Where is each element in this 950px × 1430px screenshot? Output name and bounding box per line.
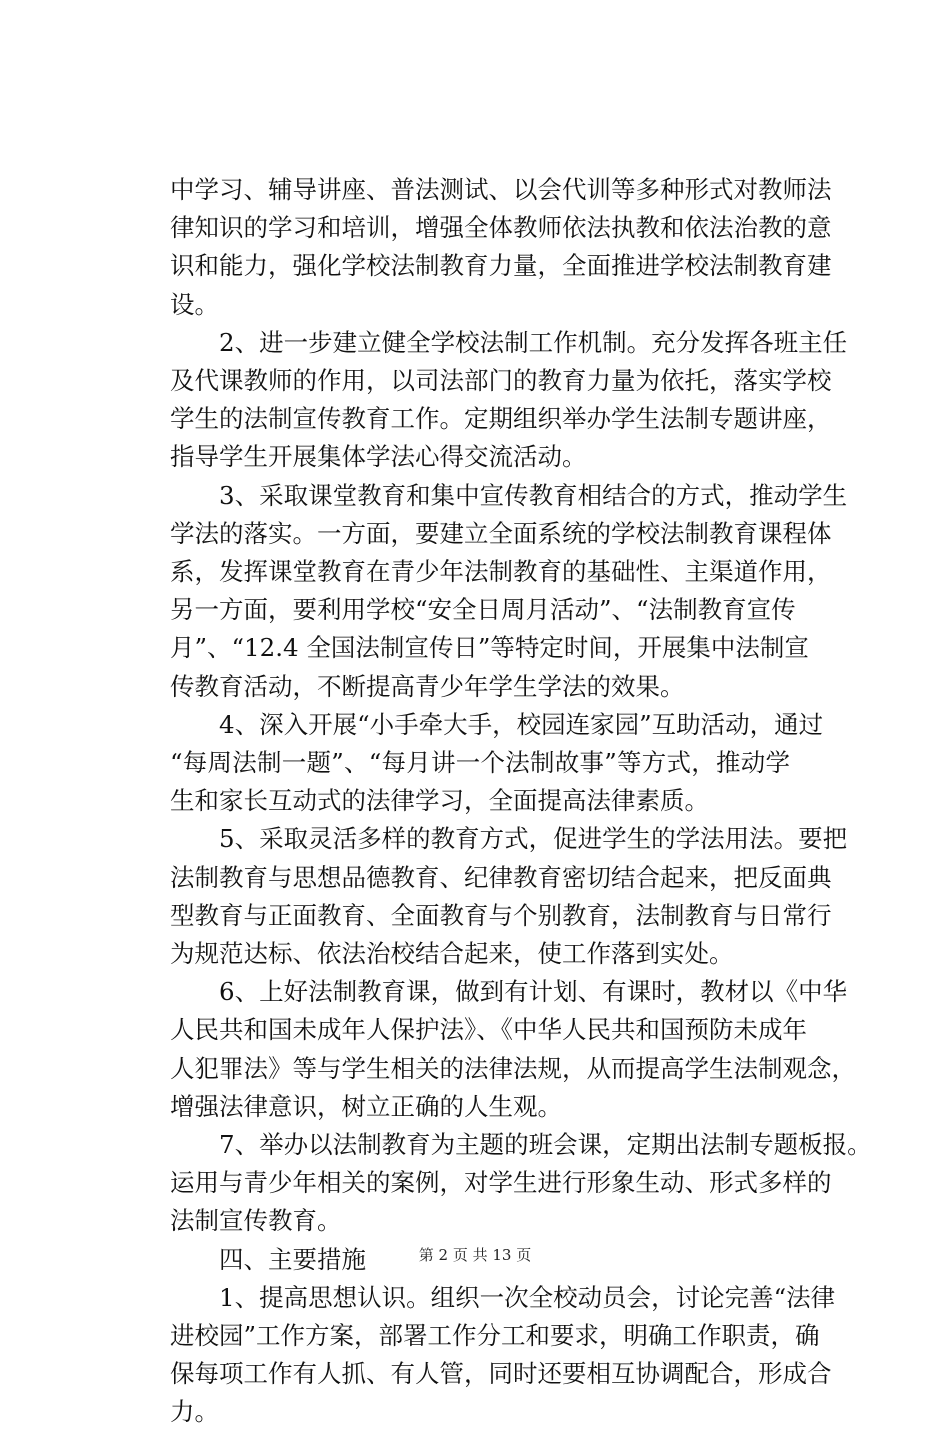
paragraph-4-line-2: “每周法制一题”、“每月讲一个法制故事”等方式，推动学 — [170, 748, 790, 777]
paragraph-3-line-6: 传教育活动，不断提高青少年学生学法的效果。 — [170, 671, 685, 701]
paragraph-7-line-3: 法制宣传教育。 — [170, 1206, 342, 1236]
paragraph-7-line-1: 7、举办以法制教育为主题的班会课，定期出法制专题板报。 — [219, 1130, 872, 1159]
paragraph-6-line-4: 增强法律意识，树立正确的人生观。 — [170, 1091, 562, 1121]
paragraph-1-line-4: 设。 — [170, 289, 219, 319]
paragraph-2-line-2: 及代课教师的作用，以司法部门的教育力量为依托，落实学校 — [170, 366, 832, 395]
paragraph-5-line-3: 型教育与正面教育、全面教育与个别教育，法制教育与日常行 — [170, 900, 832, 930]
paragraph-6-line-1: 6、上好法制教育课，做到有计划、有课时，教材以《中华 — [219, 977, 848, 1007]
paragraph-2-line-4: 指导学生开展集体学法心得交流活动。 — [170, 442, 587, 472]
paragraph-7-line-2: 运用与青少年相关的案例，对学生进行形象生动、形式多样的 — [170, 1168, 832, 1198]
paragraph-9-line-4: 力。 — [170, 1397, 219, 1427]
paragraph-3-line-3: 系，发挥课堂教育在青少年法制教育的基础性、主渠道作用， — [170, 557, 832, 586]
paragraph-3-line-1: 3、采取课堂教育和集中宣传教育相结合的方式，推动学生 — [219, 480, 848, 510]
paragraph-8-line-1: 四、主要措施 — [219, 1244, 366, 1274]
paragraph-1-line-3: 识和能力，强化学校法制教育力量，全面推进学校法制教育建 — [170, 251, 832, 281]
paragraph-1-line-2: 律知识的学习和培训，增强全体教师依法执教和依法治教的意 — [170, 213, 832, 243]
paragraph-1-line-1: 中学习、辅导讲座、普法测试、以会代训等多种形式对教师法 — [170, 175, 832, 204]
paragraph-3-line-2: 学法的落实。一方面，要建立全面系统的学校法制教育课程体 — [170, 518, 832, 548]
paragraph-5-line-1: 5、采取灵活多样的教育方式，促进学生的学法用法。要把 — [219, 824, 848, 854]
paragraph-4-line-1: 4、深入开展“小手牵大手，校园连家园”互助活动，通过 — [219, 709, 824, 739]
page-footer: 第 2 页 共 13 页 — [418, 1246, 532, 1264]
paragraph-5-line-4: 为规范达标、依法治校结合起来，使工作落到实处。 — [170, 939, 734, 968]
paragraph-9-line-1: 1、提高思想认识。组织一次全校动员会，讨论完善“法律 — [219, 1282, 836, 1312]
paragraph-6-line-3: 人犯罪法》等与学生相关的法律法规，从而提高学生法制观念， — [170, 1053, 856, 1083]
paragraph-3-line-4: 另一方面，要利用学校“安全日周月活动”、“法制教育宣传 — [170, 595, 796, 625]
paragraph-5-line-2: 法制教育与思想品德教育、纪律教育密切结合起来，把反面典 — [170, 862, 832, 892]
paragraph-4-line-3: 生和家长互动式的法律学习，全面提高法律素质。 — [170, 786, 709, 816]
paragraph-9-line-2: 进校园”工作方案，部署工作分工和要求，明确工作职责，确 — [170, 1321, 820, 1350]
paragraph-6-line-2: 人民共和国未成年人保护法》、《中华人民共和国预防未成年 — [170, 1015, 807, 1045]
paragraph-2-line-1: 2、进一步建立健全学校法制工作机制。充分发挥各班主任 — [219, 327, 848, 357]
paragraph-3-line-5: 月”、“12.4 全国法制宣传日”等特定时间，开展集中法制宣 — [170, 633, 809, 663]
paragraph-2-line-3: 学生的法制宣传教育工作。定期组织举办学生法制专题讲座， — [170, 404, 832, 434]
paragraph-9-line-3: 保每项工作有人抓、有人管，同时还要相互协调配合，形成合 — [170, 1359, 832, 1389]
